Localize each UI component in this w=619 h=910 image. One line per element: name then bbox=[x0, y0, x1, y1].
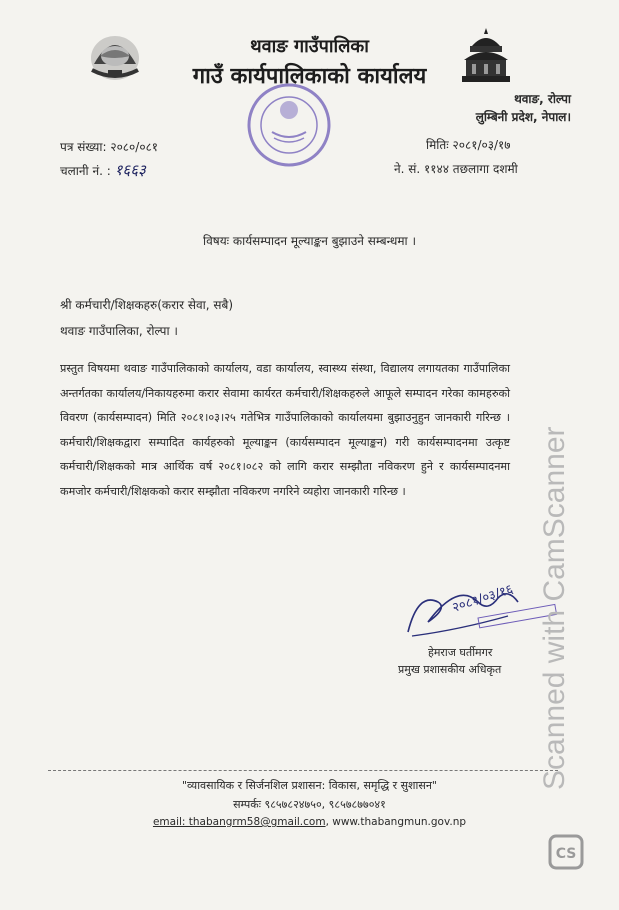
footer-links bbox=[0, 816, 619, 828]
municipality-name: थवाङ गाउँपालिका bbox=[250, 36, 369, 57]
subject-line: विषयः कार्यसम्पादन मूल्याङ्कन बुझाउने सम्बन्धमा । bbox=[202, 234, 416, 248]
footer-divider bbox=[48, 770, 558, 771]
recipient-block bbox=[60, 292, 233, 344]
camscanner-watermark: Scanned with CamScanner bbox=[538, 426, 571, 790]
signatory-name: हेमराज घर्तीमगर bbox=[428, 646, 493, 659]
reference-value: २०८०/०८१ bbox=[110, 140, 159, 154]
signatory-title: प्रमुख प्रशासकीय अधिकृत bbox=[398, 663, 502, 676]
recipient-line-1: श्री कर्मचारी/शिक्षकहरु(करार सेवा, सबै) bbox=[60, 298, 234, 312]
camscanner-logo-icon bbox=[548, 834, 584, 870]
nepal-sambat-date: ने. सं. ११४४ तछलागा दशमी bbox=[394, 162, 518, 176]
dispatch-number bbox=[60, 160, 146, 180]
address-line-1: थवाङ, रोल्पा bbox=[514, 92, 571, 106]
reference-label: पत्र संख्या: bbox=[60, 140, 107, 154]
signature-icon bbox=[398, 572, 558, 648]
address-line-2: लुम्बिनी प्रदेश, नेपाल। bbox=[475, 110, 571, 124]
office-name: गाउँ कार्यपालिकाको कार्यालय bbox=[192, 64, 427, 89]
date-label: मितिः bbox=[426, 138, 449, 152]
letter-body: प्रस्तुत विषयमा थवाङ गाउँपालिकाको कार्यालय, वडा कार्यालय, स्वास्थ्य संस्था, विद्यालय लगायतका गाउँपालिका अन्तर्गतका कार्यालय/निकायहरुमा करार सेवामा कार्यरत कर्मचारी/शिक्षकहरुले आफूले सम्पादन गरेका कामहरुको विवरण (कार्यसम्पादन) मिति २०८१।०३।२५ गतेभित्र गाउँपालिकाको कार्यालयमा बुझाउनुहुन जानकारी गरिन्छ । कर्मचारी/शिक्षकद्वारा सम्पादित कार्यहरुको मूल्याङ्कन (कार्यसम्पादन मूल्याङ्कन) गरी कार्यसम्पादनमा उत्कृष्ट कर्मचारी/शिक्षकको मात्र आर्थिक वर्ष २०८१।०८२ को लागि करार सम्झौता नविकरण हुने र कार्यसम्पादनमा कमजोर कर्मचारी/शिक्षकको करार सम्झौता नविकरण नगरिने व्यहोरा जानकारी गरिन्छ । bbox=[60, 362, 510, 498]
date-value: २०८१/०३/१७ bbox=[452, 138, 511, 152]
footer-contact: सम्पर्कः ९८५७८२४७५०, ९८५७८७७०४१ bbox=[233, 798, 386, 811]
footer-slogan: "व्यावसायिक र सिर्जनशिल प्रशासन: विकास, समृद्धि र सुशासन" bbox=[182, 779, 437, 792]
reference-number bbox=[60, 138, 158, 155]
recipient-line-2: थवाङ गाउँपालिका, रोल्पा । bbox=[60, 324, 178, 338]
signature-handwritten-date: २०८१/०३/१६ bbox=[450, 582, 516, 616]
camscanner-logo-text: CS bbox=[555, 846, 577, 862]
footer-email[interactable]: email: thabangrm58@gmail.com bbox=[152, 816, 326, 828]
letter-date bbox=[426, 136, 511, 153]
office-stamp-icon bbox=[244, 80, 334, 170]
dispatch-value: १६६३ bbox=[114, 161, 146, 179]
address-block bbox=[476, 90, 571, 126]
dispatch-label: चलानी नं. : bbox=[60, 164, 111, 178]
footer-website[interactable]: , www.thabangmun.gov.np bbox=[325, 816, 467, 828]
